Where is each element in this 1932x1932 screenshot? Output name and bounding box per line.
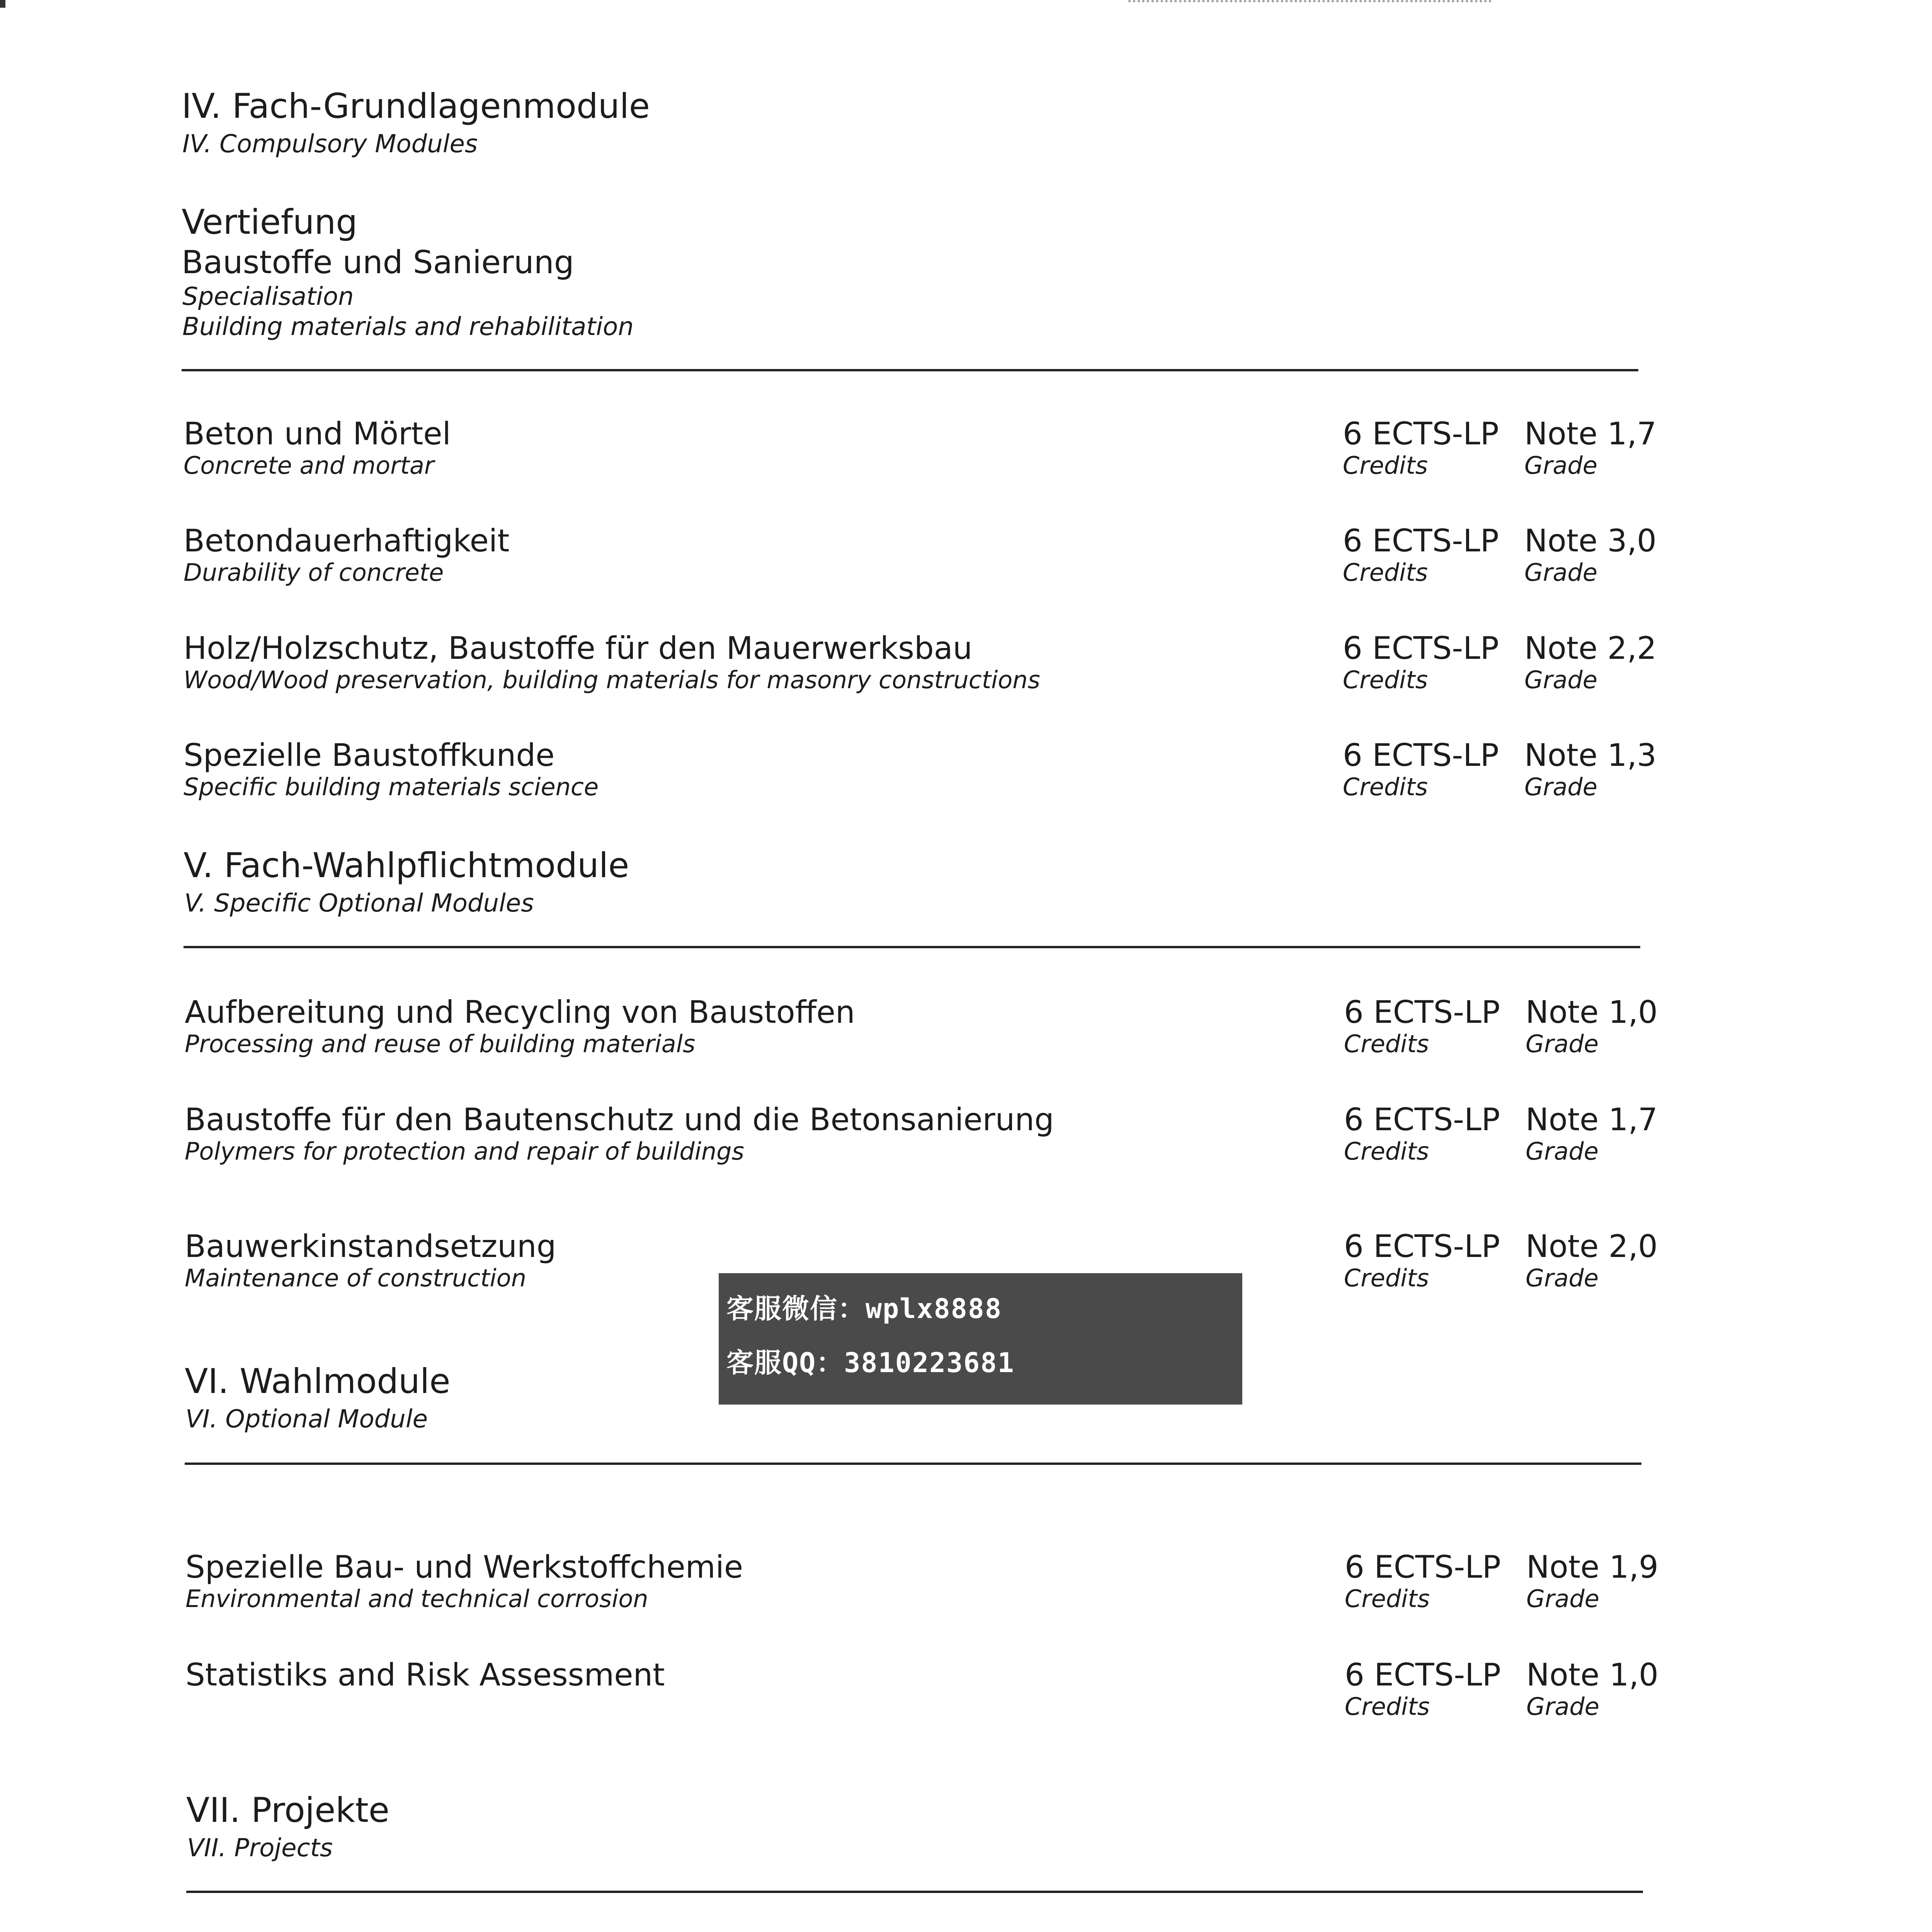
module-row — [185, 1549, 1659, 1626]
credits-label: Credits — [1343, 558, 1428, 587]
grade-label: Grade — [1526, 1264, 1599, 1292]
credits-label: Credits — [1345, 1585, 1430, 1613]
grade-label: Grade — [1524, 666, 1598, 694]
section-v-title: V. Fach-Wahlpflichtmodule — [184, 845, 629, 885]
module-name-en: Processing and reuse of building materials — [185, 1030, 696, 1058]
module-grade: Note 1,0 — [1526, 1657, 1659, 1693]
module-name: Holz/Holzschutz, Baustoffe für den Mauerwerksbau — [184, 630, 973, 666]
section-vi-subtitle: VI. Optional Module — [185, 1405, 428, 1434]
section-vi-title: VI. Wahlmodule — [185, 1361, 451, 1401]
scan-edge-mark — [0, 0, 5, 8]
module-credits: 6 ECTS-LP — [1345, 1657, 1501, 1693]
grade-label: Grade — [1524, 773, 1598, 801]
module-row — [185, 1656, 1659, 1734]
section-vii-subtitle: VII. Projects — [187, 1834, 333, 1862]
specialisation-subtitle: Baustoffe und Sanierung — [182, 244, 574, 281]
module-credits: 6 ECTS-LP — [1345, 1549, 1501, 1585]
section-iv-subtitle: IV. Compulsory Modules — [182, 130, 478, 158]
module-credits: 6 ECTS-LP — [1344, 1102, 1500, 1138]
specialisation-label-en: Specialisation — [182, 282, 354, 311]
divider — [185, 1463, 1641, 1465]
module-name-en: Wood/Wood preservation, building materials for masonry constructions — [184, 666, 1040, 694]
module-credits: 6 ECTS-LP — [1343, 416, 1499, 452]
module-row — [184, 415, 1657, 493]
module-grade: Note 2,2 — [1524, 630, 1657, 666]
grade-label: Grade — [1526, 1585, 1600, 1613]
watermark-line-1: 客服微信：wplx8888 — [726, 1293, 1002, 1325]
module-credits: 6 ECTS-LP — [1343, 737, 1499, 773]
module-name-en: Polymers for protection and repair of buildings — [185, 1137, 744, 1165]
credits-label: Credits — [1343, 451, 1428, 480]
module-name-en: Specific building materials science — [184, 773, 599, 801]
module-grade: Note 1,3 — [1524, 737, 1657, 773]
grade-label: Grade — [1524, 451, 1598, 480]
module-row — [185, 994, 1658, 1071]
module-credits: 6 ECTS-LP — [1343, 523, 1499, 559]
credits-label: Credits — [1344, 1264, 1429, 1292]
credits-label: Credits — [1345, 1692, 1430, 1721]
section-v-subtitle: V. Specific Optional Modules — [184, 889, 534, 918]
module-row — [185, 1101, 1658, 1179]
section-iv-title: IV. Fach-Grundlagenmodule — [182, 86, 650, 126]
module-grade: Note 1,9 — [1526, 1549, 1659, 1585]
divider — [182, 369, 1638, 371]
grade-label: Grade — [1526, 1692, 1600, 1721]
module-credits: 6 ECTS-LP — [1344, 1228, 1500, 1264]
module-grade: Note 1,7 — [1524, 416, 1657, 452]
module-name: Spezielle Baustoffkunde — [184, 737, 555, 773]
credits-label: Credits — [1343, 773, 1428, 801]
grade-label: Grade — [1524, 558, 1598, 587]
scan-dotted-edge — [1128, 0, 1492, 8]
module-grade: Note 1,7 — [1526, 1102, 1658, 1138]
module-name: Baustoffe für den Bautenschutz und die Betonsanierung — [185, 1102, 1054, 1138]
specialisation-subtitle-en: Building materials and rehabilitation — [182, 313, 634, 341]
module-grade: Note 3,0 — [1524, 523, 1657, 559]
credits-label: Credits — [1344, 1030, 1429, 1058]
module-row — [184, 630, 1657, 707]
module-name: Bauwerkinstandsetzung — [185, 1228, 556, 1264]
divider — [184, 946, 1640, 948]
grade-label: Grade — [1526, 1137, 1599, 1165]
module-name-en: Durability of concrete — [184, 558, 444, 587]
module-grade: Note 1,0 — [1526, 994, 1658, 1030]
module-name-en: Environmental and technical corrosion — [185, 1585, 648, 1613]
credits-label: Credits — [1343, 666, 1428, 694]
grade-label: Grade — [1526, 1030, 1599, 1058]
specialisation-title: Vertiefung — [182, 202, 358, 242]
watermark-line-2: 客服QQ：3810223681 — [726, 1347, 1015, 1379]
module-credits: 6 ECTS-LP — [1343, 630, 1499, 666]
module-name: Statistiks and Risk Assessment — [185, 1657, 665, 1693]
module-grade: Note 2,0 — [1526, 1228, 1658, 1264]
module-credits: 6 ECTS-LP — [1344, 994, 1500, 1030]
divider — [186, 1891, 1643, 1893]
module-name: Beton und Mörtel — [184, 416, 451, 452]
module-name: Spezielle Bau- und Werkstoffchemie — [185, 1549, 743, 1585]
section-vii-title: VII. Projekte — [186, 1790, 389, 1830]
credits-label: Credits — [1344, 1137, 1429, 1165]
module-row — [184, 522, 1657, 600]
module-name: Aufbereitung und Recycling von Baustoffen — [185, 994, 855, 1030]
watermark-overlay — [719, 1273, 1242, 1405]
module-name: Betondauerhaftigkeit — [184, 523, 510, 559]
module-row — [184, 737, 1657, 814]
module-name-en: Concrete and mortar — [184, 451, 434, 480]
module-name-en: Maintenance of construction — [185, 1264, 527, 1292]
